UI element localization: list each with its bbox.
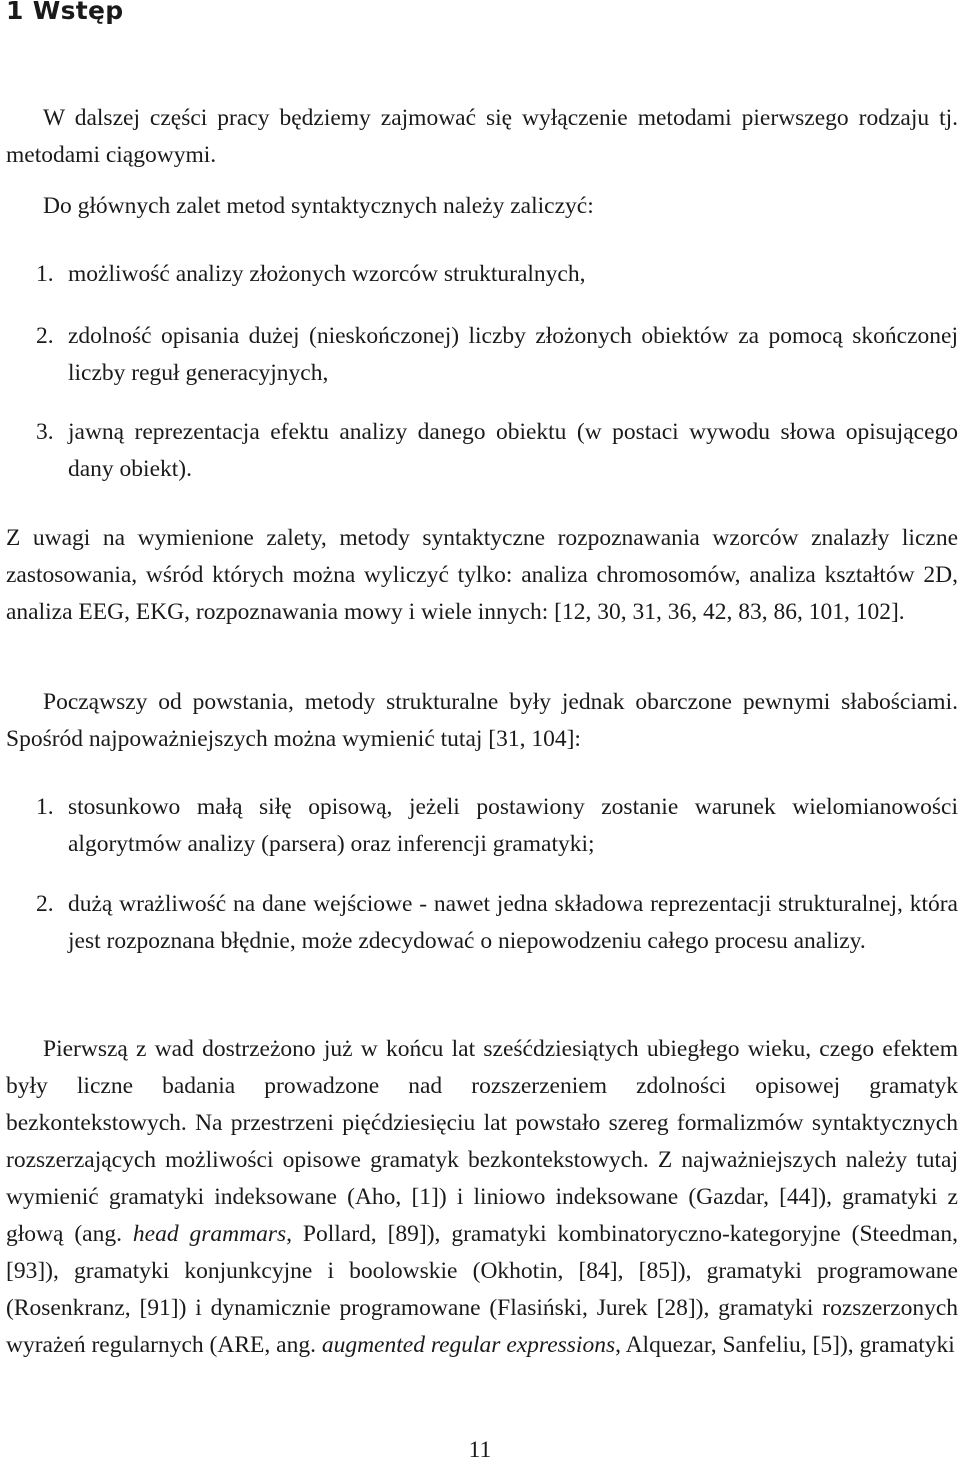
weaknesses-paragraph: Począwszy od powstania, metody strukturalne były jednak obarczone pewnymi słabościami. Spośród najpoważniejszych można wymienić tutaj [31, 104]: bbox=[6, 689, 958, 752]
advantages-intro: Do głównych zalet metod syntaktycznych należy zaliczyć: bbox=[43, 193, 594, 219]
list-number: 3. bbox=[36, 419, 54, 445]
applications-paragraph: Z uwagi na wymienione zalety, metody syntaktyczne rozpoznawania wzorców znalazły liczne zastosowania, wśród których można wyliczyć tylko: analiza chromosomów, analiza kształtów 2D, analiza EEG, EKG, rozpoznawania mowy i wiele innych: [12, 30, 31, 36, 42, 83, 86, 101, 102]. bbox=[6, 525, 958, 625]
list-text: zdolność opisania dużej (nieskończonej) liczby złożonych obiektów za pomocą skończonej liczby reguł generacyjnych, bbox=[68, 323, 958, 386]
intro-paragraph: W dalszej części pracy będziemy zajmować się wyłączenie metodami pierwszego rodzaju tj. metodami ciągowymi. bbox=[6, 105, 958, 168]
list-text: stosunkowo małą siłę opisową, jeżeli postawiony zostanie warunek wielomianowości algorytmów analizy (parsera) oraz inferencji gramatyki; bbox=[68, 794, 958, 857]
advantage-item bbox=[36, 318, 958, 392]
advantage-item bbox=[36, 256, 958, 293]
paragraph-text: , Pollard, [89]), gramatyki kombinatoryczno-kategoryjne (Steedman, [93]), gramatyki konjunkcyjne i boolowskie (Okhotin, [84], [85]), gramatyki programowane (Rosenkranz, [91]) i dynamicznie programowane (Flasiński, Jurek [28]), gramatyki rozszerzonych wyrażeń regularnych (ARE, ang. bbox=[6, 1221, 958, 1358]
paragraph-text: , Alquezar, Sanfeliu, [5]), gramatyki bbox=[615, 1332, 955, 1358]
italic-term: head grammars bbox=[132, 1221, 287, 1247]
italic-term: augmented regular expressions bbox=[321, 1332, 616, 1358]
weakness-item bbox=[36, 886, 958, 960]
page-number: 11 bbox=[468, 1437, 492, 1463]
list-number: 2. bbox=[36, 323, 54, 349]
list-text: dużą wrażliwość na dane wejściowe - nawet jedna składowa reprezentacji strukturalnej, która jest rozpoznana błędnie, może zdecydować o niepowodzeniu całego procesu analizy. bbox=[68, 891, 958, 954]
list-number: 1. bbox=[36, 261, 54, 287]
list-number: 2. bbox=[36, 891, 54, 917]
advantage-item bbox=[36, 414, 958, 488]
weakness-item bbox=[36, 789, 958, 863]
formalisms-paragraph bbox=[6, 1031, 958, 1364]
section-heading: 1 Wstęp bbox=[6, 0, 124, 25]
list-text: jawną reprezentacja efektu analizy danego obiektu (w postaci wywodu słowa opisującego dany obiekt). bbox=[68, 419, 958, 482]
paragraph-text: Pierwszą z wad dostrzeżono już w końcu lat sześćdziesiątych ubiegłego wieku, czego efektem były liczne badania prowadzone nad rozszerzeniem zdolności opisowej gramatyk bezkontekstowych. Na przestrzeni pięćdziesięciu lat powstało szereg formalizmów syntaktycznych rozszerzających możliwości opisowe gramatyk bezkontekstowych. Z najważniejszych należy tutaj wymienić gramatyki indeksowane (Aho, [1]) i liniowo indeksowane (Gazdar, [44]), gramatyki z głową (ang. bbox=[6, 1036, 958, 1247]
list-number: 1. bbox=[36, 794, 54, 820]
list-text: możliwość analizy złożonych wzorców strukturalnych, bbox=[68, 261, 586, 287]
